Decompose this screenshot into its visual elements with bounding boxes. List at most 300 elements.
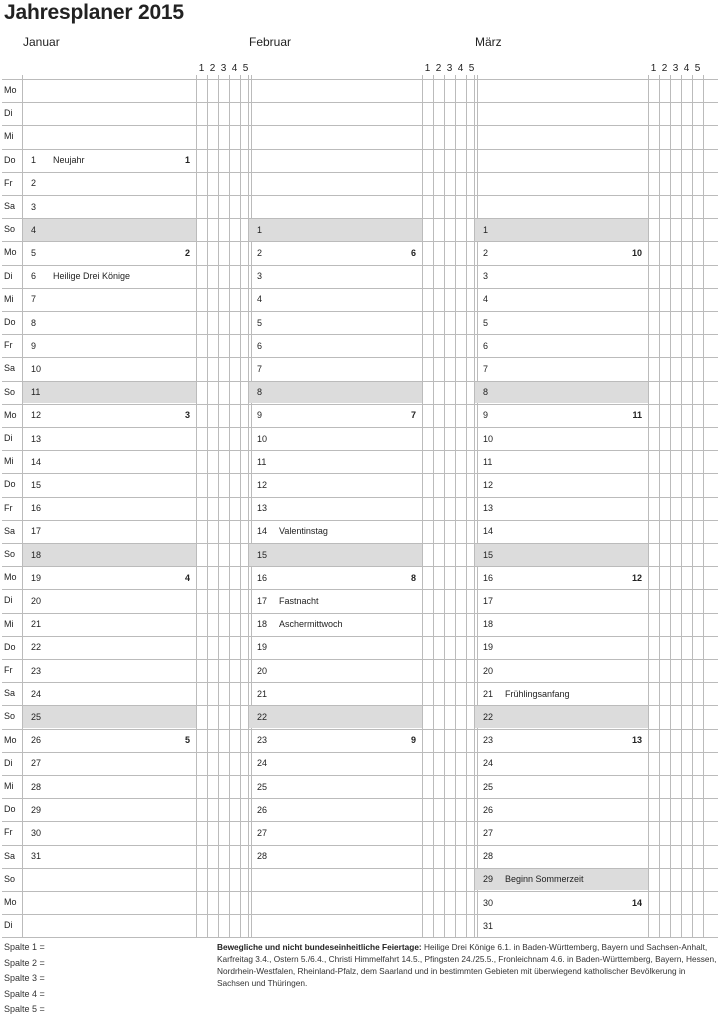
day-number: 10 [257, 433, 268, 444]
day-cell[interactable] [474, 776, 648, 798]
day-cell[interactable] [474, 752, 648, 774]
day-cell[interactable] [248, 474, 422, 496]
day-number: 24 [257, 758, 268, 769]
weekday-label: Fr [4, 177, 13, 188]
day-number: 17 [31, 526, 42, 537]
weekday-label: Di [4, 270, 13, 281]
day-number: 16 [31, 503, 42, 514]
weekday-label: Do [4, 317, 16, 327]
day-number: 11 [483, 456, 493, 467]
weekday-label: Mo [4, 734, 17, 745]
day-number: 5 [257, 317, 263, 328]
day-cell[interactable] [22, 288, 196, 310]
column-number: 1 [424, 63, 431, 74]
day-cell[interactable] [22, 265, 196, 287]
day-cell[interactable] [474, 265, 648, 287]
grid-hline [2, 102, 718, 103]
day-number: 15 [31, 479, 42, 490]
week-number: 4 [184, 572, 190, 583]
grid-hline [2, 404, 718, 405]
day-cell[interactable] [248, 845, 422, 867]
day-cell[interactable] [22, 404, 196, 426]
day-number: 28 [31, 781, 42, 792]
day-cell[interactable] [248, 776, 422, 798]
day-number: 17 [257, 595, 268, 606]
day-cell[interactable] [474, 567, 648, 589]
day-number: 12 [31, 410, 42, 421]
day-cell[interactable] [22, 358, 196, 380]
grid-hline [2, 334, 718, 335]
day-cell[interactable] [22, 845, 196, 867]
day-number: 19 [257, 642, 268, 653]
grid-vline [659, 75, 660, 937]
weekday-label: Sa [4, 525, 16, 536]
day-cell[interactable] [474, 822, 648, 844]
weekday-label: Sa [4, 688, 16, 699]
day-number: 8 [257, 387, 263, 398]
day-cell[interactable] [22, 799, 196, 821]
week-number: 5 [184, 735, 190, 746]
grid-hline [2, 311, 718, 312]
day-number: 22 [257, 711, 268, 722]
day-cell[interactable] [474, 799, 648, 821]
day-number: 27 [483, 827, 494, 838]
day-cell[interactable] [474, 288, 648, 310]
day-cell[interactable] [22, 613, 196, 635]
grid-vline [218, 75, 219, 937]
column-number: 4 [683, 63, 690, 74]
column-number: 5 [468, 63, 475, 74]
weekday-label: Mo [4, 85, 17, 95]
weekday-label: So [4, 711, 16, 722]
grid-hline [2, 473, 718, 474]
grid-vline [196, 75, 197, 937]
day-number: 17 [483, 595, 494, 606]
grid-hline [2, 845, 718, 846]
day-cell[interactable] [248, 822, 422, 844]
day-cell[interactable] [22, 474, 196, 496]
day-number: 15 [257, 549, 268, 560]
day-cell[interactable] [474, 845, 648, 867]
day-number: 7 [257, 363, 263, 374]
day-cell[interactable] [22, 381, 196, 403]
day-cell[interactable] [22, 776, 196, 798]
day-cell[interactable] [248, 683, 422, 705]
day-cell[interactable] [22, 520, 196, 542]
holiday-label: Neujahr [53, 155, 85, 166]
day-number: 9 [31, 340, 37, 351]
week-number: 6 [410, 247, 416, 258]
day-cell[interactable] [474, 358, 648, 380]
day-cell[interactable] [248, 729, 422, 751]
grid-hline [2, 821, 718, 822]
grid-hline [2, 520, 718, 521]
day-number: 16 [257, 572, 268, 583]
day-number: 6 [31, 271, 37, 282]
weekday-label: Di [4, 757, 13, 768]
day-number: 30 [483, 897, 494, 908]
day-number: 13 [31, 433, 42, 444]
day-number: 29 [31, 804, 42, 815]
day-cell[interactable] [474, 335, 648, 357]
day-number: 1 [31, 155, 37, 166]
day-cell[interactable] [22, 683, 196, 705]
grid-vline [22, 75, 23, 937]
grid-vline [422, 75, 423, 937]
page-title: Jahresplaner 2015 [4, 1, 184, 24]
day-number: 23 [257, 735, 268, 746]
day-cell[interactable] [474, 636, 648, 658]
grid-hline [2, 172, 718, 173]
grid-vline [229, 75, 230, 937]
column-number: 3 [446, 63, 453, 74]
day-number: 28 [483, 851, 494, 862]
day-cell[interactable] [474, 219, 648, 241]
day-number: 13 [483, 503, 494, 514]
day-number: 26 [31, 735, 42, 746]
day-number: 1 [257, 224, 263, 235]
week-number: 2 [184, 247, 190, 258]
grid-vline [466, 75, 467, 937]
day-cell[interactable] [248, 358, 422, 380]
weekday-label: Mo [4, 409, 17, 420]
day-cell[interactable] [248, 497, 422, 519]
column-number: 4 [231, 63, 238, 74]
week-number: 3 [184, 410, 190, 421]
grid-hline [2, 265, 718, 266]
holiday-label: Heilige Drei Könige [53, 271, 131, 282]
day-cell[interactable] [22, 590, 196, 612]
day-cell[interactable] [22, 497, 196, 519]
day-cell[interactable] [248, 660, 422, 682]
day-cell[interactable] [248, 799, 422, 821]
day-cell[interactable] [22, 196, 196, 218]
day-cell[interactable] [474, 590, 648, 612]
day-number: 2 [483, 247, 489, 258]
weekday-label: Mi [4, 456, 14, 467]
grid-hline [2, 868, 718, 869]
day-number: 2 [31, 178, 37, 189]
week-number: 11 [632, 410, 642, 421]
day-cell[interactable] [248, 590, 422, 612]
day-cell[interactable] [22, 219, 196, 241]
legend-item: Spalte 4 = [4, 988, 45, 999]
day-cell[interactable] [248, 312, 422, 334]
day-cell[interactable] [22, 822, 196, 844]
day-number: 29 [483, 874, 494, 885]
day-number: 8 [31, 317, 37, 328]
grid-hline [2, 636, 718, 637]
month-name: Februar [249, 35, 292, 49]
weekday-label: Fr [4, 502, 13, 513]
grid-hline [2, 566, 718, 567]
grid-hline [2, 682, 718, 683]
day-number: 21 [31, 619, 42, 630]
grid-vline [703, 75, 704, 937]
day-number: 26 [257, 804, 268, 815]
day-cell[interactable] [248, 428, 422, 450]
day-cell[interactable] [22, 451, 196, 473]
column-number: 1 [650, 63, 657, 74]
weekday-label: Mi [4, 131, 14, 142]
day-cell[interactable] [22, 242, 196, 264]
day-number: 25 [257, 781, 268, 792]
day-number: 10 [31, 363, 42, 374]
day-cell[interactable] [474, 242, 648, 264]
day-cell[interactable] [474, 474, 648, 496]
legend-item: Spalte 1 = [4, 942, 45, 952]
weekday-label: Mi [4, 618, 14, 629]
grid-hline [2, 589, 718, 590]
holiday-label: Beginn Sommerzeit [505, 874, 584, 885]
day-number: 27 [31, 758, 42, 769]
day-cell[interactable] [248, 335, 422, 357]
weekday-label: Do [4, 641, 16, 652]
day-number: 18 [483, 619, 494, 630]
column-number: 2 [661, 63, 668, 74]
grid-vline [648, 75, 649, 937]
day-number: 26 [483, 804, 494, 815]
day-number: 7 [31, 294, 37, 305]
day-cell[interactable] [248, 520, 422, 542]
day-number: 24 [31, 688, 42, 699]
grid-hline [2, 497, 718, 498]
day-cell[interactable] [248, 613, 422, 635]
day-number: 9 [257, 410, 263, 421]
holiday-label: Valentinstag [279, 526, 328, 537]
day-cell[interactable] [474, 660, 648, 682]
day-cell[interactable] [22, 149, 196, 171]
day-number: 9 [483, 410, 489, 421]
footnote-title: Bewegliche und nicht bundeseinheitliche Feiertage: [217, 942, 422, 952]
day-cell[interactable] [248, 706, 422, 728]
grid-hline [2, 798, 718, 799]
weekday-label: Mo [4, 247, 17, 258]
day-number: 5 [31, 247, 37, 258]
day-number: 23 [483, 735, 494, 746]
grid-vline [692, 75, 693, 937]
day-cell[interactable] [474, 868, 648, 890]
day-number: 11 [31, 387, 41, 398]
weekday-label: Mo [4, 897, 17, 907]
column-number: 1 [198, 63, 205, 74]
day-number: 3 [483, 271, 489, 282]
day-cell[interactable] [22, 636, 196, 658]
day-cell[interactable] [22, 729, 196, 751]
day-number: 4 [257, 294, 263, 305]
day-cell[interactable] [22, 428, 196, 450]
day-cell[interactable] [248, 451, 422, 473]
grid-hline [2, 937, 718, 938]
day-number: 25 [31, 711, 42, 722]
legend-item: Spalte 2 = [4, 957, 45, 968]
weekday-label: Do [4, 479, 16, 490]
weekday-label: Fr [4, 340, 13, 351]
week-number: 7 [410, 410, 416, 421]
day-cell[interactable] [22, 660, 196, 682]
day-number: 22 [31, 642, 42, 653]
day-cell[interactable] [248, 544, 422, 566]
day-number: 18 [31, 549, 42, 560]
day-number: 31 [31, 851, 42, 862]
day-number: 1 [483, 224, 489, 235]
month-name: März [475, 35, 502, 49]
column-number: 5 [694, 63, 701, 74]
day-number: 14 [483, 526, 494, 537]
day-cell[interactable] [22, 335, 196, 357]
day-number: 23 [31, 665, 42, 676]
day-cell[interactable] [474, 613, 648, 635]
day-number: 27 [257, 827, 268, 838]
day-cell[interactable] [474, 381, 648, 403]
day-cell[interactable] [474, 683, 648, 705]
week-number: 9 [410, 735, 416, 746]
weekday-label: Di [4, 433, 13, 443]
holiday-label: Fastnacht [279, 595, 319, 606]
week-number: 13 [631, 735, 642, 746]
day-cell[interactable] [474, 404, 648, 426]
day-number: 25 [483, 781, 494, 792]
day-number: 12 [483, 479, 494, 490]
day-cell[interactable] [474, 312, 648, 334]
day-number: 7 [483, 363, 489, 374]
day-cell[interactable] [248, 404, 422, 426]
day-cell[interactable] [22, 752, 196, 774]
day-number: 14 [257, 526, 268, 537]
day-number: 4 [31, 224, 37, 235]
day-number: 19 [31, 572, 42, 583]
day-cell[interactable] [248, 219, 422, 241]
week-number: 8 [410, 572, 416, 583]
weekday-label: Mi [4, 781, 14, 791]
day-cell[interactable] [22, 172, 196, 194]
day-number: 3 [257, 271, 263, 282]
day-number: 30 [31, 827, 42, 838]
holiday-label: Frühlingsanfang [505, 688, 570, 699]
grid-hline [2, 427, 718, 428]
day-number: 20 [31, 595, 42, 606]
grid-vline [240, 75, 241, 937]
grid-hline [2, 613, 718, 614]
day-cell[interactable] [248, 381, 422, 403]
weekday-label: Sa [4, 850, 16, 861]
grid-hline [2, 79, 718, 80]
day-cell[interactable] [248, 752, 422, 774]
column-number: 4 [457, 63, 464, 74]
day-cell[interactable] [474, 428, 648, 450]
grid-hline [2, 381, 718, 382]
holiday-label: Aschermittwoch [279, 619, 343, 630]
column-number: 5 [242, 63, 249, 74]
grid-vline [433, 75, 434, 937]
day-number: 2 [257, 247, 263, 258]
weekday-label: Do [4, 804, 16, 815]
grid-vline [444, 75, 445, 937]
grid-hline [2, 659, 718, 660]
day-number: 6 [257, 340, 263, 351]
footnote-text: Heilige Drei Könige 6.1. in Baden-Württemberg, Bayern und Sachsen-Anhalt, Karfreitag 3.4., Ostern 5./6.4., Christi Himmelfahrt 14.5., Pfingsten 24./25.5., Fronleichnam 4.6. in Baden-Württemberg, Bayern, Hessen, Nordrhein-Westfalen, Rheinland-Pfalz, dem Saarland und in bestimmten Gebieten mit überwiegend katholischer Bevölkerung in Sachsen und Thüringen. [217, 942, 717, 988]
day-number: 13 [257, 503, 268, 514]
day-number: 28 [257, 851, 268, 862]
grid-vline [670, 75, 671, 937]
weekday-label: So [4, 873, 16, 884]
day-number: 20 [257, 665, 268, 676]
grid-vline [681, 75, 682, 937]
weekday-label: Di [4, 595, 13, 606]
legend-item: Spalte 3 = [4, 973, 45, 983]
day-cell[interactable] [22, 544, 196, 566]
day-number: 10 [483, 433, 494, 444]
grid-hline [2, 241, 718, 242]
grid-hline [2, 195, 718, 196]
day-cell[interactable] [474, 497, 648, 519]
grid-hline [2, 218, 718, 219]
grid-vline [455, 75, 456, 937]
day-cell[interactable] [474, 706, 648, 728]
day-cell[interactable] [248, 636, 422, 658]
grid-hline [2, 450, 718, 451]
day-cell[interactable] [22, 567, 196, 589]
month-name: Januar [23, 35, 60, 49]
day-cell[interactable] [474, 915, 648, 937]
day-cell[interactable] [474, 451, 648, 473]
grid-hline [2, 891, 718, 892]
day-cell[interactable] [474, 729, 648, 751]
week-number: 14 [631, 897, 642, 908]
day-number: 31 [483, 920, 494, 931]
day-number: 8 [483, 387, 489, 398]
grid-hline [2, 288, 718, 289]
day-number: 21 [257, 688, 268, 699]
day-cell[interactable] [248, 567, 422, 589]
day-number: 3 [31, 201, 37, 212]
day-number: 20 [483, 665, 494, 676]
day-cell[interactable] [248, 265, 422, 287]
grid-hline [2, 543, 718, 544]
grid-hline [2, 705, 718, 706]
day-number: 4 [483, 294, 489, 305]
day-number: 18 [257, 619, 268, 630]
day-number: 6 [483, 340, 489, 351]
column-number: 2 [435, 63, 442, 74]
day-number: 16 [483, 572, 494, 583]
day-cell[interactable] [248, 242, 422, 264]
column-number: 2 [209, 63, 216, 74]
grid-vline [474, 75, 475, 937]
day-number: 14 [31, 456, 42, 467]
day-number: 24 [483, 758, 494, 769]
grid-hline [2, 149, 718, 150]
weekday-label: Do [4, 154, 16, 165]
day-number: 12 [257, 479, 268, 490]
weekday-label: Sa [4, 201, 16, 211]
weekday-label: Mo [4, 572, 17, 583]
day-number: 11 [257, 456, 267, 467]
week-number: 10 [631, 247, 642, 258]
day-cell[interactable] [22, 706, 196, 728]
weekday-label: Sa [4, 363, 16, 374]
day-cell[interactable] [22, 312, 196, 334]
day-cell[interactable] [474, 544, 648, 566]
grid-hline [2, 357, 718, 358]
grid-vline [248, 75, 249, 937]
day-number: 19 [483, 642, 494, 653]
day-cell[interactable] [248, 288, 422, 310]
day-cell[interactable] [474, 892, 648, 914]
weekday-label: Fr [4, 827, 13, 838]
weekday-label: Di [4, 108, 13, 119]
day-cell[interactable] [474, 520, 648, 542]
